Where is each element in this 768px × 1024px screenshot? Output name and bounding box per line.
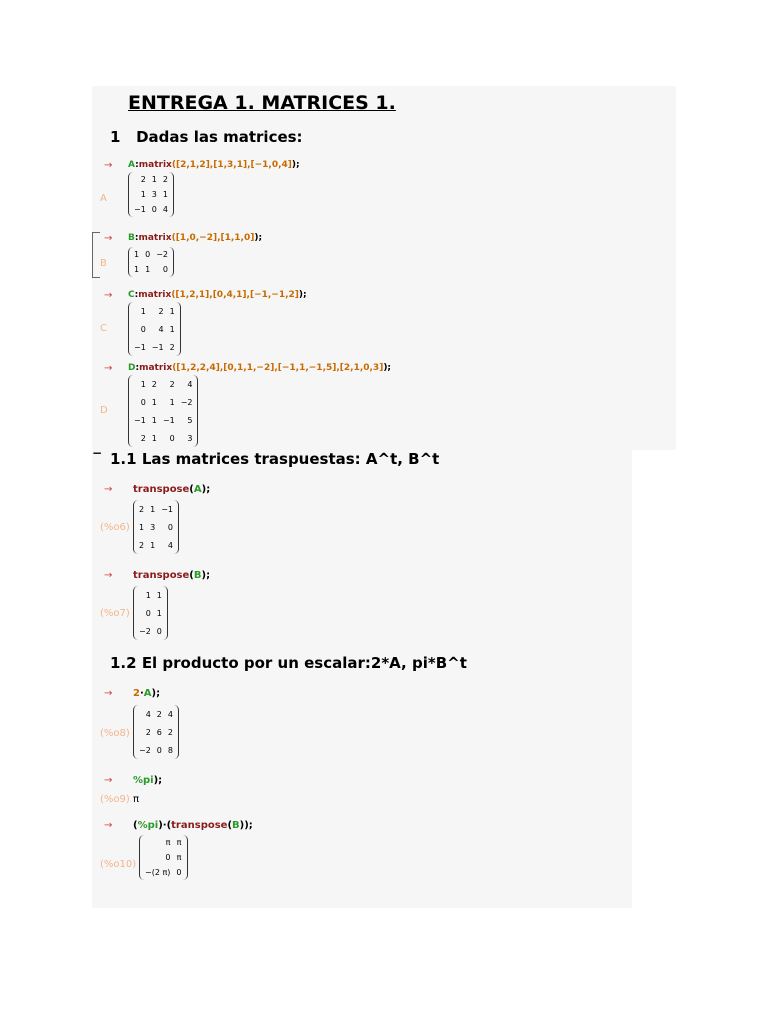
matrix-row (131, 172, 171, 187)
fn-args: ([1,0,−2],[1,1,0] (171, 233, 255, 243)
matrix-cell: 1 (145, 590, 151, 600)
semicolon: ); (151, 688, 161, 699)
matrix-cell: 8 (167, 745, 173, 755)
matrix-cell: 0 (140, 397, 146, 407)
matrix-cell: 0 (145, 250, 151, 259)
matrix-cell: 1 (134, 250, 140, 259)
collapse-toggle[interactable]: − (92, 446, 103, 460)
matrix-row (131, 320, 178, 338)
matrix-cell: 2 (162, 175, 168, 184)
lparen: ( (133, 820, 138, 831)
semicolon: ); (254, 233, 263, 243)
matrix-table (136, 500, 176, 554)
input-cell-o6[interactable] (133, 484, 210, 495)
matrix-cell: 1 (140, 379, 146, 389)
semicolon: ); (153, 775, 163, 786)
section-1-2-heading (110, 654, 467, 672)
section-1-1-number: 1.1 (110, 450, 137, 468)
matrix-d (128, 375, 198, 447)
input-cell-d[interactable] (128, 363, 391, 373)
matrix-cell: 2 (156, 709, 162, 719)
matrix-row (131, 187, 171, 202)
matrix-cell: 2 (139, 504, 145, 514)
matrix-cell: 4 (167, 709, 173, 719)
matrix-cell: 4 (158, 324, 164, 334)
matrix-cell: π (176, 838, 182, 847)
matrix-b (128, 247, 174, 277)
input-cell-o9[interactable] (133, 775, 162, 786)
fn-name: transpose (133, 484, 190, 495)
output-label-o8: (%o8) (100, 728, 130, 739)
dot: · (162, 820, 167, 831)
matrix-table (131, 172, 171, 217)
matrix-c (128, 302, 181, 356)
matrix-table (131, 375, 195, 447)
section-1-2-title: El producto por un escalar:2*A, pi*B^t (141, 654, 467, 672)
cell-bracket-bottom (92, 277, 100, 278)
fn-name: matrix (138, 233, 172, 243)
matrix-cell: 1 (156, 590, 162, 600)
output-label-a: A (100, 193, 107, 204)
matrix-cell: 2 (145, 727, 151, 737)
lparen: ( (189, 570, 194, 581)
fn-arg: B (232, 820, 240, 831)
semicolon: ); (383, 363, 392, 373)
input-arrow-o9[interactable]: → (104, 775, 113, 786)
matrix-row (131, 302, 178, 320)
rparen: ) (239, 820, 245, 831)
matrix-cell: 4 (162, 205, 168, 214)
matrix-cell: 1 (169, 397, 175, 407)
colon: : (135, 363, 140, 373)
matrix-cell: 1 (140, 190, 146, 199)
const-name: %pi (137, 820, 159, 831)
matrix-cell: 3 (150, 522, 156, 532)
matrix-cell: 0 (167, 522, 173, 532)
matrix-o8 (133, 705, 179, 759)
matrix-cell: 1 (156, 608, 162, 618)
var-name: C (128, 290, 135, 300)
input-cell-a[interactable] (128, 160, 300, 170)
fn-name: matrix (139, 363, 173, 373)
const-name: %pi (133, 775, 154, 786)
section-1-title: Dadas las matrices: (136, 128, 303, 146)
matrix-cell: −1 (134, 342, 146, 352)
matrix-cell: 2 (151, 379, 157, 389)
matrix-cell: 2 (140, 175, 146, 184)
matrix-cell: 6 (156, 727, 162, 737)
matrix-row (136, 586, 165, 604)
matrix-cell: 0 (165, 853, 171, 862)
matrix-row (142, 865, 185, 880)
matrix-cell: 0 (151, 205, 157, 214)
matrix-cell: 0 (156, 745, 162, 755)
matrix-cell: 1 (134, 265, 140, 274)
lparen: ( (189, 484, 194, 495)
matrix-row (142, 850, 185, 865)
matrix-cell: π (176, 853, 182, 862)
semicolon: ); (244, 820, 253, 831)
matrix-o7 (133, 586, 168, 640)
cell-bracket[interactable] (92, 232, 99, 278)
input-arrow-b[interactable]: → (104, 233, 113, 244)
matrix-cell: 1 (151, 433, 157, 443)
matrix-row (136, 536, 176, 554)
fn-name: transpose (171, 820, 228, 831)
fn-name: transpose (133, 570, 190, 581)
output-value-o9: π (132, 794, 140, 805)
matrix-cell: 1 (151, 397, 157, 407)
input-arrow-o7[interactable]: → (104, 570, 113, 581)
matrix-row (136, 518, 176, 536)
matrix-cell: 2 (169, 342, 175, 352)
matrix-row (136, 723, 176, 741)
semicolon: ); (291, 160, 300, 170)
output-label-o9: (%o9) (100, 794, 130, 805)
matrix-table (131, 302, 178, 356)
input-arrow-o8[interactable]: → (104, 688, 113, 699)
matrix-cell: 1 (145, 265, 151, 274)
matrix-cell: 4 (187, 379, 193, 389)
colon: : (134, 233, 139, 243)
matrix-cell: 4 (167, 540, 173, 550)
matrix-cell: 2 (140, 433, 146, 443)
section-1-heading (110, 128, 303, 146)
var-name: B (128, 233, 135, 243)
matrix-cell: 1 (139, 522, 145, 532)
input-cell-o8[interactable] (133, 688, 160, 699)
matrix-a (128, 172, 174, 217)
output-label-o6: (%o6) (100, 522, 130, 533)
matrix-cell: 1 (151, 415, 157, 425)
var-name: A (143, 688, 152, 699)
matrix-row (136, 622, 165, 640)
rparen: ) (158, 820, 163, 831)
matrix-cell: 1 (140, 306, 146, 316)
matrix-cell: 0 (162, 265, 168, 274)
var-name: A (128, 160, 136, 170)
input-cell-b[interactable] (128, 233, 262, 243)
section-1-1-heading (110, 450, 439, 468)
matrix-table (136, 705, 176, 759)
output-o9 (100, 794, 139, 805)
semicolon: ); (298, 290, 307, 300)
matrix-cell: −2 (139, 745, 151, 755)
section-1-number: 1 (110, 128, 121, 146)
matrix-row (131, 393, 195, 411)
scalar: 2 (133, 688, 140, 699)
matrix-cell: 0 (169, 433, 175, 443)
matrix-cell: −1 (151, 342, 164, 352)
matrix-cell: −1 (162, 415, 175, 425)
matrix-row (131, 411, 195, 429)
matrix-cell: 1 (151, 175, 157, 184)
input-arrow-o10[interactable]: → (104, 820, 113, 831)
matrix-row (136, 604, 165, 622)
matrix-cell: 0 (140, 324, 146, 334)
matrix-table (131, 247, 171, 277)
section-1-2-number: 1.2 (110, 654, 137, 672)
matrix-cell: −1 (134, 205, 146, 214)
matrix-cell: 2 (169, 379, 175, 389)
matrix-cell: 1 (150, 540, 156, 550)
input-cell-o10[interactable] (133, 820, 253, 831)
matrix-cell: 3 (187, 433, 193, 443)
input-arrow-a[interactable]: → (104, 160, 113, 171)
output-label-o10: (%o10) (100, 859, 137, 870)
input-arrow-d[interactable]: → (104, 363, 113, 374)
matrix-cell: 2 (167, 727, 173, 737)
matrix-cell: 2 (158, 306, 164, 316)
input-arrow-c[interactable]: → (104, 290, 113, 301)
section-1-1-title: Las matrices traspuestas: A^t, B^t (141, 450, 440, 468)
colon: : (134, 290, 139, 300)
semicolon: ); (201, 484, 211, 495)
matrix-o6 (133, 500, 179, 554)
matrix-row (142, 835, 185, 850)
matrix-cell: 1 (162, 190, 168, 199)
matrix-cell: 2 (139, 540, 145, 550)
matrix-cell: 5 (187, 415, 193, 425)
input-cell-c[interactable] (128, 290, 307, 300)
matrix-cell: −2 (156, 250, 168, 259)
fn-arg: B (193, 570, 202, 581)
fn-arg: A (193, 484, 202, 495)
cell-bracket-top (92, 232, 100, 233)
matrix-row (131, 338, 178, 356)
matrix-cell: 3 (151, 190, 157, 199)
matrix-cell: 1 (150, 504, 156, 514)
fn-args: ([1,2,2,4],[0,1,1,−2],[−1,1,−1,5],[2,1,0,3] (172, 363, 384, 373)
matrix-table (136, 586, 165, 640)
matrix-o10 (139, 835, 188, 880)
output-label-o7: (%o7) (100, 608, 130, 619)
matrix-row (136, 500, 176, 518)
matrix-cell: 0 (176, 868, 182, 877)
matrix-cell: −2 (139, 626, 151, 636)
matrix-cell: 0 (156, 626, 162, 636)
output-label-c: C (100, 323, 107, 334)
matrix-cell: 1 (169, 324, 175, 334)
lparen: ( (227, 820, 233, 831)
matrix-cell: 0 (145, 608, 151, 618)
matrix-row (136, 741, 176, 759)
fn-args: ([1,2,1],[0,4,1],[−1,−1,2] (171, 290, 299, 300)
var-name: D (128, 363, 136, 373)
input-arrow-o6[interactable]: → (104, 484, 113, 495)
fn-args: ([2,1,2],[1,3,1],[−1,0,4] (171, 160, 292, 170)
matrix-cell: 4 (145, 709, 151, 719)
matrix-cell: −1 (134, 415, 146, 425)
matrix-row (131, 202, 171, 217)
page-title: ENTREGA 1. MATRICES 1. (128, 92, 396, 114)
colon: : (135, 160, 139, 170)
matrix-cell: −(2 π) (145, 868, 171, 877)
matrix-cell: 1 (169, 306, 175, 316)
matrix-row (136, 705, 176, 723)
semicolon: ); (201, 570, 211, 581)
matrix-table (142, 835, 185, 880)
matrix-row (131, 429, 195, 447)
fn-name: matrix (138, 160, 172, 170)
matrix-row (131, 247, 171, 262)
output-label-b: B (100, 258, 107, 269)
matrix-cell: −1 (161, 504, 173, 514)
matrix-row (131, 375, 195, 393)
dot: · (139, 688, 144, 699)
matrix-cell: π (165, 838, 171, 847)
matrix-row (131, 262, 171, 277)
matrix-cell: −2 (180, 397, 193, 407)
fn-name: matrix (138, 290, 172, 300)
output-label-d: D (100, 405, 108, 416)
input-cell-o7[interactable] (133, 570, 210, 581)
lparen: ( (166, 820, 172, 831)
